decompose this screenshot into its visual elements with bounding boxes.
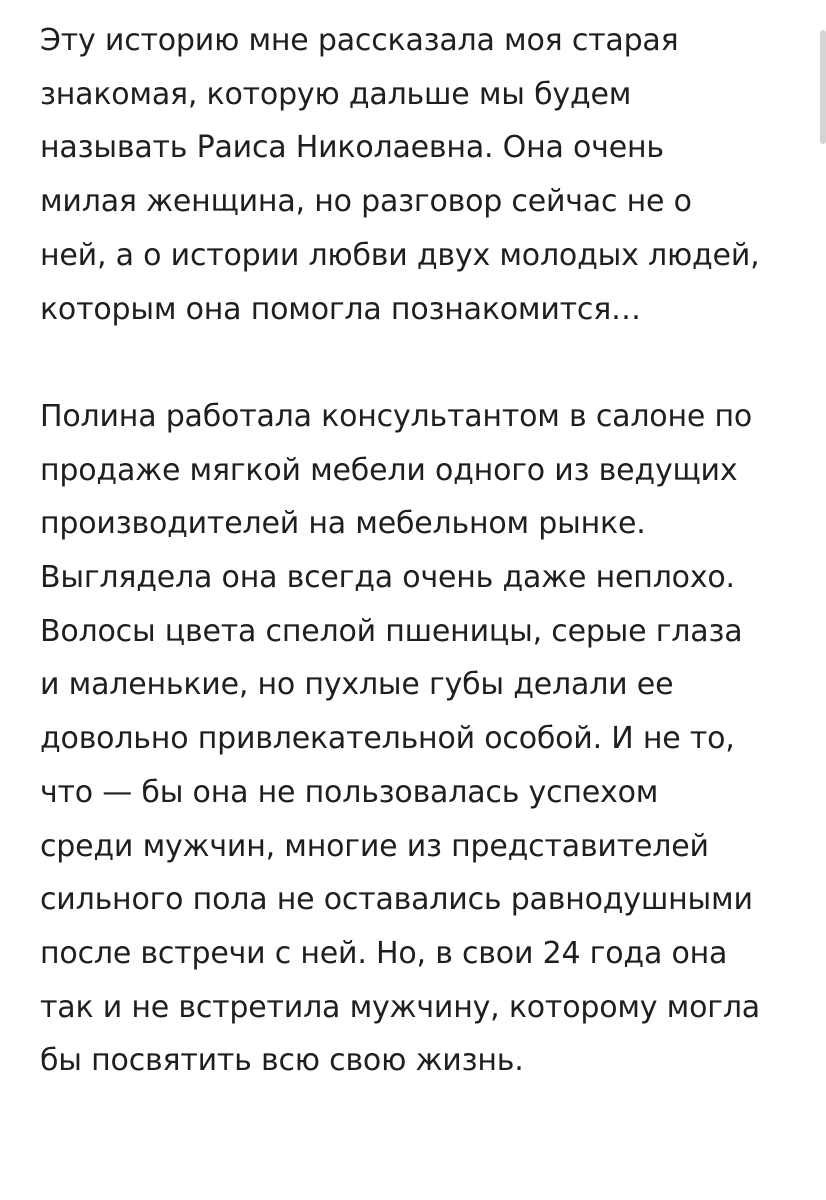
- scrollbar-thumb[interactable]: [820, 30, 826, 144]
- article-paragraph-1: Эту историю мне рассказала моя старая знакомая, которую дальше мы будем называть Раиса Николаевна. Она очень милая женщина, но разговор сейчас не о ней, а о истории любви двух молодых людей, которым она помогла познакомится…: [40, 23, 760, 327]
- article-paragraph-2: Полина работала консультантом в салоне по продаже мягкой мебели одного из ведущих производителей на мебельном рынке. Выглядела она всегда очень даже неплохо. Волосы цвета спелой пшеницы, серые глаза и маленькие, но пухлые губы делали ее довольно привлекательной особой. И не то, что — бы она не пользовалась успехом среди мужчин, многие из представителей сильного пола не оставались равнодушными после встречи с ней. Но, в свои 24 года она так и не встретила мужчину, которому могла бы посвятить всю свою жизнь.: [40, 398, 760, 1079]
- article-body: [40, 14, 760, 1088]
- vertical-scrollbar[interactable]: [820, 0, 826, 1200]
